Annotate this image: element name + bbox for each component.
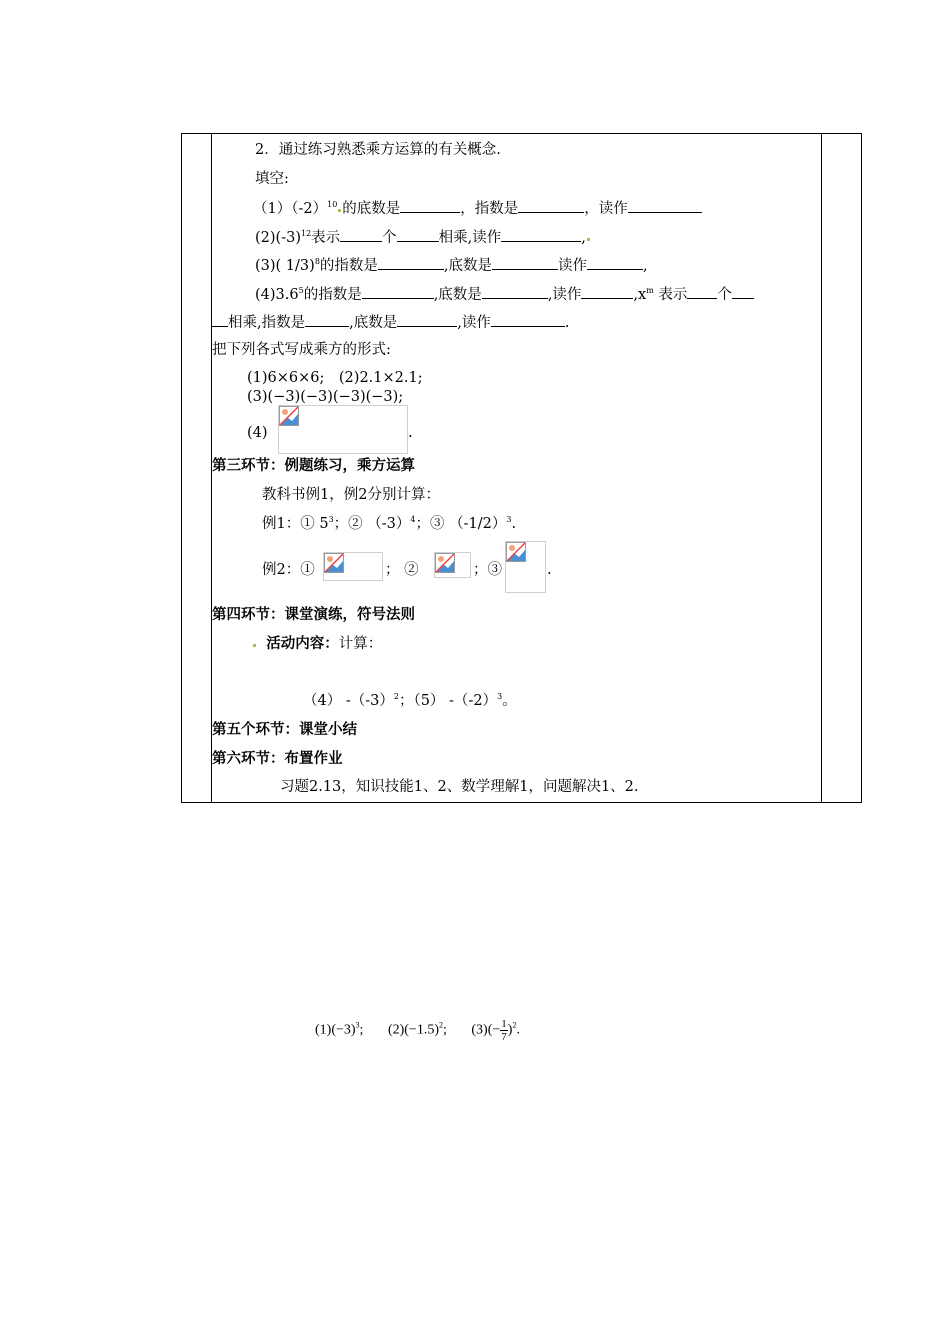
ex1-exp3: 3 — [506, 515, 512, 524]
blank — [491, 312, 565, 327]
blank — [212, 312, 228, 327]
calc-exp2: 3 — [497, 692, 503, 701]
formula-exp-3: 2 — [512, 1020, 517, 1030]
formula-exp-1: 3 — [355, 1020, 360, 1030]
example-2-end: . — [547, 562, 552, 578]
q4-text-count: 个 — [717, 287, 732, 303]
q1-expr: （1）（-2） — [253, 201, 328, 217]
q2-text-count: 个 — [382, 230, 397, 246]
blank — [587, 255, 643, 270]
write-item-3: (3)(−3)(−3)(−3)(−3); — [247, 389, 404, 405]
blank — [501, 227, 581, 242]
calc-b: ；（5） -（-2） — [398, 693, 498, 709]
blank — [397, 312, 457, 327]
question-3: (3)( 1/3)$^8$的指数是 ,底数是 读作 , — [255, 257, 648, 274]
blank — [628, 198, 702, 213]
blank — [732, 284, 754, 299]
blank — [362, 284, 434, 299]
question-4 — [255, 284, 754, 304]
formula-part-1: (1)(−3) — [315, 1022, 356, 1038]
formula-exp-2: 2 — [438, 1020, 443, 1030]
image-icon — [324, 553, 344, 573]
q4-text-x: ,x — [633, 287, 647, 303]
q1-exp: 10 — [327, 200, 338, 209]
table-divider-right — [821, 134, 822, 802]
q4b-text-read: ,读作 — [457, 315, 491, 331]
section-3-heading: 第三环节：例题练习，乘方运算 — [212, 458, 415, 474]
blank — [482, 284, 548, 299]
broken-image-placeholder — [434, 552, 471, 578]
ex1-a: 例1：① 5 — [262, 516, 329, 532]
q3-text-base: ,底数是 — [443, 258, 493, 274]
formula-end: . — [516, 1022, 520, 1038]
section-4-heading: 第四环节：课堂演练，符号法则 — [212, 607, 415, 623]
example-1 — [262, 515, 516, 533]
line-practice-goal: 2．通过练习熟悉乘方运算的有关概念. — [255, 142, 501, 158]
homework-text: 习题2.13，知识技能1、2、数学理解1，问题解决1、2. — [280, 779, 639, 795]
q2-exp: 12 — [300, 229, 312, 238]
exercise-formula — [315, 1018, 520, 1043]
formula-sep-2: ; — [442, 1022, 447, 1038]
fraction-denominator: 7 — [501, 1031, 507, 1043]
q2-text-read: 相乘,读作 — [438, 230, 502, 246]
q4-text: 的指数是 — [303, 287, 362, 303]
formula-part-3: (3)(− — [471, 1022, 501, 1038]
calc-items — [303, 692, 517, 710]
q4-text-base: ,底数是 — [433, 287, 482, 303]
q2-expr: (2)(-3) — [255, 230, 301, 246]
calc-a: （4） -（-3） — [303, 693, 394, 709]
q4b-text-base: ,底数是 — [349, 315, 398, 331]
blank — [378, 255, 444, 270]
activity-text: 计算： — [338, 636, 383, 652]
ex1-c: ；③ （-1/2） — [415, 516, 507, 532]
activity-line — [252, 635, 382, 653]
example-2-sep-2: ； ② — [385, 562, 419, 578]
question-1 — [253, 198, 702, 218]
q4b-text: 相乘,指数是 — [228, 315, 306, 331]
q4-text-means: 表示 — [658, 287, 688, 303]
blank — [492, 255, 558, 270]
q1-text-exp: ，指数是 — [460, 201, 519, 217]
ex1-d: . — [511, 516, 517, 532]
q4-exp: 5 — [298, 286, 304, 295]
image-icon — [435, 553, 455, 573]
blank — [340, 227, 382, 242]
q4-text-read: ,读作 — [547, 287, 582, 303]
ex1-exp2: 4 — [410, 515, 416, 524]
calc-c: 。 — [502, 693, 517, 709]
broken-image-placeholder — [505, 541, 546, 593]
q4-exp2: m — [646, 286, 654, 295]
activity-label: 活动内容： — [266, 636, 339, 652]
write-item-4: (4) — [247, 425, 268, 441]
broken-image-placeholder — [278, 405, 408, 454]
example-2-label: 例2：① — [262, 562, 315, 578]
blank — [687, 284, 717, 299]
ex1-exp1: 3 — [328, 515, 334, 524]
q1-text-base: 的底数是 — [342, 201, 401, 217]
q3-text: 的指数是 — [319, 258, 378, 274]
write-item-1-2: (1)6×6×6; (2)2.1×2.1; — [247, 370, 423, 386]
write-as-power-title: 把下列各式写成乘方的形式: — [212, 342, 391, 358]
calc-exp1: 2 — [393, 692, 399, 701]
section-5-heading: 第五个环节：课堂小结 — [212, 722, 357, 738]
question-2: $(2)(-3)^{12}$表示 个 相乘,读作 , — [255, 227, 591, 247]
section-6-heading: 第六环节：布置作业 — [212, 751, 343, 767]
fraction-numerator: 1 — [501, 1018, 507, 1030]
section-3-text: 教科书例1，例2分别计算： — [262, 487, 440, 503]
image-icon — [506, 542, 526, 562]
q2-text: 表示 — [311, 230, 341, 246]
formula-sep-1: ; — [359, 1022, 364, 1038]
period: . — [408, 425, 413, 441]
example-2-sep-3: ；③ — [473, 562, 502, 578]
q3-exp: 8 — [314, 257, 320, 266]
formula-part-2: (2)(−1.5) — [387, 1022, 439, 1038]
formula-close: ) — [507, 1022, 513, 1038]
ex1-b: ；② （-3） — [333, 516, 411, 532]
blank — [397, 227, 439, 242]
question-4-continued: 相乘,指数是 ,底数是 ,读作 . — [212, 312, 569, 332]
fill-blank-title: 填空: — [255, 171, 289, 187]
blank — [400, 198, 460, 213]
blank — [581, 284, 633, 299]
blank — [518, 198, 584, 213]
image-icon — [279, 406, 299, 426]
blank — [305, 312, 349, 327]
q1-text-read: ，读作 — [584, 201, 628, 217]
fraction — [500, 1018, 508, 1043]
q3-expr: (3)( 1/3) — [255, 258, 315, 274]
broken-image-placeholder — [323, 552, 383, 581]
q4-expr: (4)3.6 — [255, 287, 299, 303]
q3-text-read: 读作 — [558, 258, 588, 274]
